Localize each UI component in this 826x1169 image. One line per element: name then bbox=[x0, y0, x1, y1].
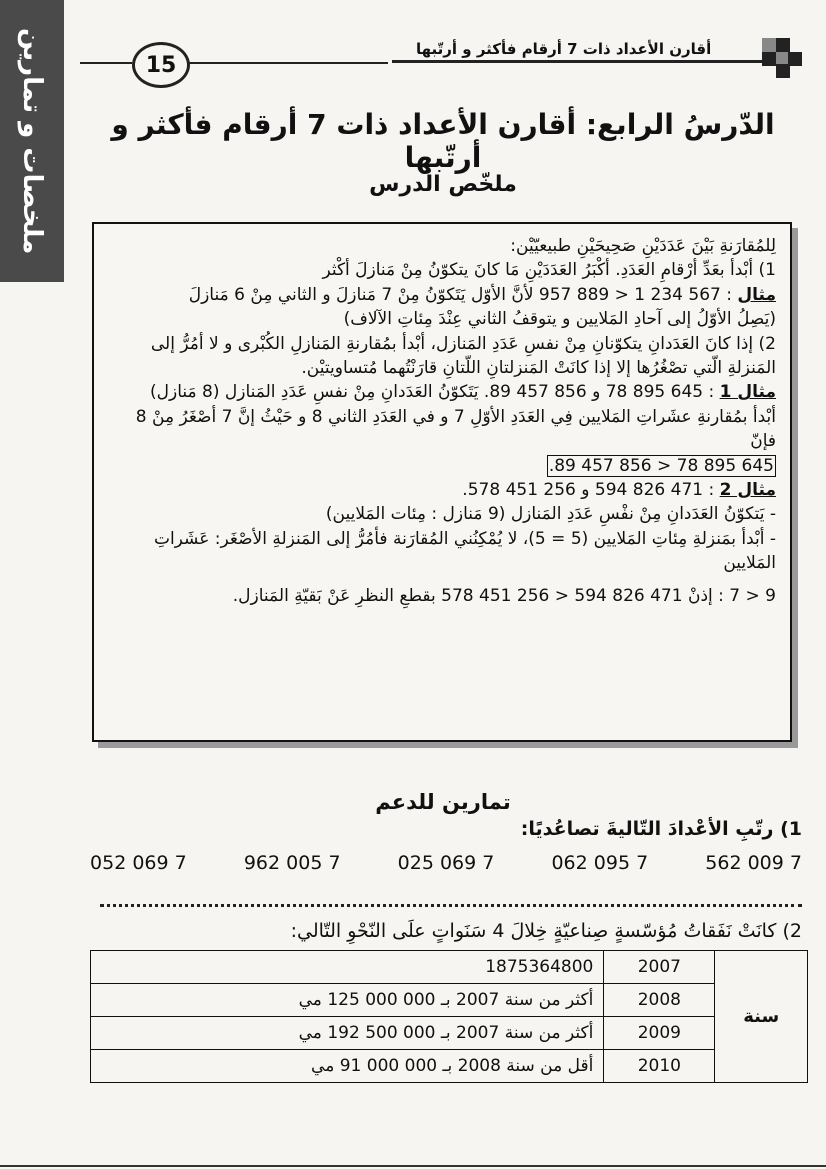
side-tab bbox=[0, 0, 64, 282]
example-rule-1-cont: (يَصِلُ الأوّلُ إلى آحادِ المَلايين و يتوقفُ الثاني عِنْدَ مِئاتِ الآلاف) bbox=[343, 309, 776, 330]
table-row bbox=[91, 984, 808, 1017]
header-squares-icon bbox=[762, 38, 802, 78]
header-rule bbox=[80, 62, 132, 64]
table-row bbox=[91, 1017, 808, 1050]
example-2-label: مثال 2 bbox=[719, 480, 776, 501]
page-header bbox=[80, 38, 802, 88]
header-rule bbox=[188, 62, 388, 64]
example-1-explanation: أبْدأ بمُقارنةِ عشَراتِ المَلايين فِي العَدَدِ الأوّلِ 7 و في العَدَدِ الثاني 8 و حَيْثُ إنَّ 7 أصْغَرُ مِنْ 8 فإنّ bbox=[135, 406, 776, 452]
example-2-conclusion: 9 < 7 : إذنْ 471 826 594 < 256 451 578 بقطعِ النظرِ عَنْ بَقيّةِ المَنازل. bbox=[232, 585, 776, 606]
example-1-comparison: 645 895 78 < 856 457 89. bbox=[548, 455, 774, 476]
example-2-text: : 471 826 594 و 256 451 578. bbox=[462, 480, 715, 501]
year-cell: 2007 bbox=[604, 951, 715, 984]
side-tab-label: ملخصات و تمارين bbox=[17, 27, 47, 255]
page-number: 15 bbox=[132, 42, 190, 88]
value-cell: 1875364800 bbox=[91, 951, 604, 984]
rule-1: 1) أبْدأ بعَدِّ أرْقامِ العَدَدِ. أكْبَرُ العَدَدَيْنِ مَا كانَ يتكوّنُ مِنْ مَنازلَ أكْثر bbox=[322, 260, 776, 281]
example-2-bullet-2: - أبْدأ بمَنزلةِ مِئاتِ المَلايين (5 = 5)، لا يُمْكِنُني المُقارَنة فأمُرُّ إلى المَنزلةِ الأصْغَر: عَشَراتِ المَلايين bbox=[153, 528, 776, 574]
number-item: 7 069 052 bbox=[90, 852, 187, 874]
dotted-divider bbox=[100, 904, 802, 907]
year-cell: 2009 bbox=[604, 1017, 715, 1050]
lesson-title: الدّرسُ الرابع: أقارن الأعداد ذات 7 أرقام فأكثر و أرتّبها bbox=[111, 108, 775, 174]
example-text: : 567 234 1 < 889 957 لأنَّ الأوّل يَتَكوّنُ مِنْ 7 مَنازلَ و الثاني مِنْ 6 مَنازلَ bbox=[188, 284, 732, 305]
year-cell: 2008 bbox=[604, 984, 715, 1017]
exercise-1-question: 1) رتّبِ الأعْدادَ التّاليةَ تصاعُديًا: bbox=[520, 818, 802, 840]
example-1-conclusion bbox=[108, 454, 776, 478]
table-row bbox=[91, 951, 808, 984]
exercise-2-question: 2) كانَتْ نَفَقاتُ مُؤسّسةٍ صِناعيّةٍ خِلالَ 4 سَنَواتٍ علَى النّحْوِ التّالي: bbox=[290, 920, 802, 942]
table-row bbox=[91, 1050, 808, 1083]
example-2 bbox=[108, 478, 776, 502]
exercise-1-numbers bbox=[90, 852, 802, 874]
row-label: سنة bbox=[715, 951, 808, 1083]
year-cell: 2010 bbox=[604, 1050, 715, 1083]
exercises-title: تمارين للدعم bbox=[375, 790, 511, 814]
example-1-text: : 645 895 78 و 856 457 89. يَتَكوّنُ العَدَدانِ مِنْ نفسِ عَدَدِ المَنازل (8 مَنازل) bbox=[150, 382, 715, 403]
example-2-bullet-1: - يَتكوّنُ العَدَدانِ مِنْ نفْسِ عَدَدِ المَنازل (9 مَنازل : مِئات المَلايين) bbox=[325, 504, 776, 525]
header-title: أقارن الأعداد ذات 7 أرقام فأكثر و أرتّبها bbox=[410, 40, 717, 58]
header-rule bbox=[392, 60, 802, 63]
example-rule-1 bbox=[108, 283, 776, 307]
bottom-rule bbox=[0, 1165, 826, 1167]
expenses-table bbox=[90, 950, 808, 1083]
summary-intro: لِلمُقارَنةِ بَيْنَ عَدَدَيْنِ صَحِيحَيْنِ طبيعيّيْن: bbox=[510, 236, 776, 256]
number-item: 7 069 025 bbox=[397, 852, 495, 874]
value-cell: أكثر من سنة 2007 بـ 000 000 125 مي bbox=[91, 984, 604, 1017]
value-cell: أكثر من سنة 2007 بـ 000 500 192 مي bbox=[91, 1017, 604, 1050]
summary-title: ملخّص الدرس bbox=[369, 172, 517, 197]
number-item: 7 095 062 bbox=[551, 852, 649, 874]
value-cell: أقل من سنة 2008 بـ 000 000 91 مي bbox=[91, 1050, 604, 1083]
summary-box bbox=[92, 222, 792, 742]
number-item: 7 005 962 bbox=[243, 852, 341, 874]
example-1-label: مثال 1 bbox=[719, 382, 776, 403]
example-1 bbox=[108, 380, 776, 404]
rule-2: 2) إذا كانَ العَدَدانِ يتكوّنانِ مِنْ نفسِ عَدَدِ المَنازل، أبْدأ بمُقارنةِ المَنازلِ الكُبْرى و لا أمُرُّ إلى المَنزلةِ الّتي تصْغُرُها إلا إذا كانَتْ المَنزلتانِ اللّتانِ قارَنْتُهما مُتساويتيْن. bbox=[150, 333, 776, 379]
example-label: مثال bbox=[737, 284, 776, 305]
number-item: 7 009 562 bbox=[705, 852, 802, 874]
